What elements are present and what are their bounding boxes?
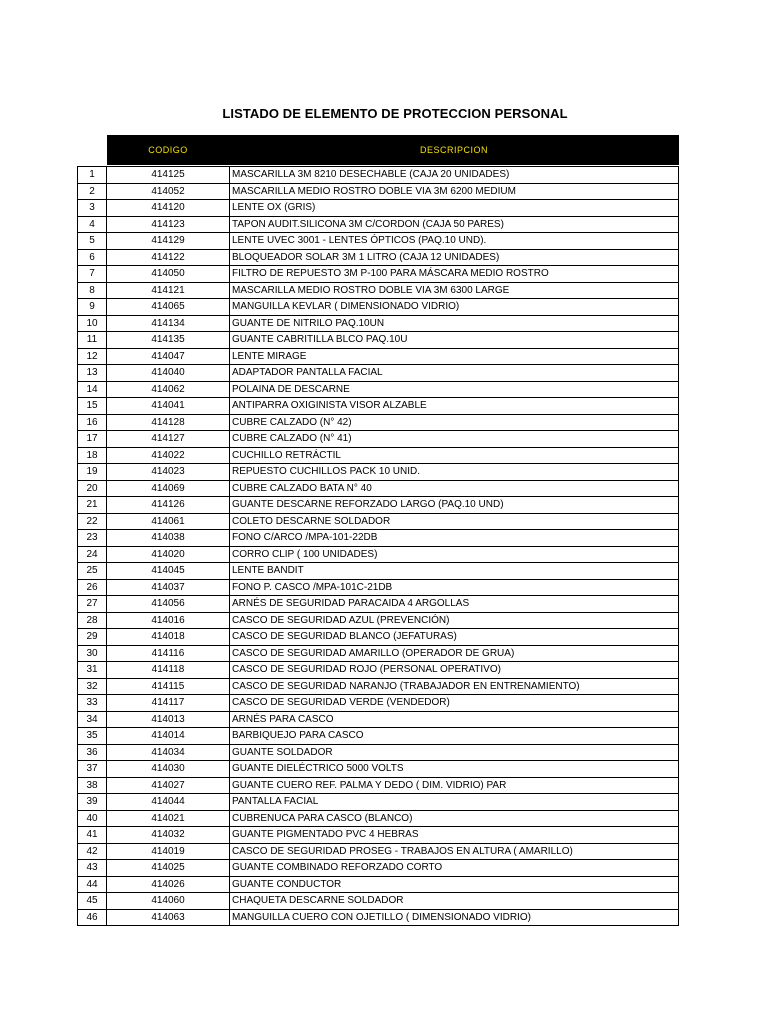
- item-description: MASCARILLA MEDIO ROSTRO DOBLE VIA 3M 6300 LARGE: [230, 282, 679, 299]
- row-number: 39: [78, 794, 107, 811]
- table-row: [78, 662, 679, 679]
- row-number: 41: [78, 827, 107, 844]
- table-row: [78, 563, 679, 580]
- item-description: CASCO DE SEGURIDAD AMARILLO (OPERADOR DE GRUA): [230, 645, 679, 662]
- row-number: 34: [78, 711, 107, 728]
- table-row: [78, 513, 679, 530]
- item-code: 414122: [107, 249, 230, 266]
- item-description: MANGUILLA KEVLAR ( DIMENSIONADO VIDRIO): [230, 299, 679, 316]
- table-row: [78, 744, 679, 761]
- table-row: [78, 860, 679, 877]
- item-description: MASCARILLA 3M 8210 DESECHABLE (CAJA 20 UNIDADES): [230, 167, 679, 184]
- table-row: [78, 266, 679, 283]
- row-number: 12: [78, 348, 107, 365]
- row-number: 4: [78, 216, 107, 233]
- table-row: [78, 365, 679, 382]
- item-code: 414052: [107, 183, 230, 200]
- item-description: ANTIPARRA OXIGINISTA VISOR ALZABLE: [230, 398, 679, 415]
- item-description: MANGUILLA CUERO CON OJETILLO ( DIMENSIONADO VIDRIO): [230, 909, 679, 926]
- table-row: [78, 645, 679, 662]
- row-number: 27: [78, 596, 107, 613]
- item-description: ADAPTADOR PANTALLA FACIAL: [230, 365, 679, 382]
- row-number: 16: [78, 414, 107, 431]
- item-description: CUBRE CALZADO (N° 41): [230, 431, 679, 448]
- row-number: 7: [78, 266, 107, 283]
- item-description: GUANTE PIGMENTADO PVC 4 HEBRAS: [230, 827, 679, 844]
- table-row: [78, 695, 679, 712]
- item-code: 414069: [107, 480, 230, 497]
- table-row: [78, 233, 679, 250]
- row-number: 13: [78, 365, 107, 382]
- row-number: 17: [78, 431, 107, 448]
- item-description: REPUESTO CUCHILLOS PACK 10 UNID.: [230, 464, 679, 481]
- item-description: CASCO DE SEGURIDAD PROSEG - TRABAJOS EN ALTURA ( AMARILLO): [230, 843, 679, 860]
- item-code: 414027: [107, 777, 230, 794]
- item-code: 414045: [107, 563, 230, 580]
- row-number: 15: [78, 398, 107, 415]
- row-number: 35: [78, 728, 107, 745]
- item-description: LENTE OX (GRIS): [230, 200, 679, 217]
- item-description: LENTE MIRAGE: [230, 348, 679, 365]
- row-number: 32: [78, 678, 107, 695]
- row-number: 44: [78, 876, 107, 893]
- table-row: [78, 761, 679, 778]
- row-number: 9: [78, 299, 107, 316]
- row-number: 2: [78, 183, 107, 200]
- item-code: 414125: [107, 167, 230, 184]
- row-number: 26: [78, 579, 107, 596]
- item-description: CASCO DE SEGURIDAD VERDE (VENDEDOR): [230, 695, 679, 712]
- row-number: 8: [78, 282, 107, 299]
- item-description: MASCARILLA MEDIO ROSTRO DOBLE VIA 3M 6200 MEDIUM: [230, 183, 679, 200]
- table-row: [78, 348, 679, 365]
- table-row: [78, 629, 679, 646]
- row-number: 24: [78, 546, 107, 563]
- table-row: [78, 827, 679, 844]
- item-description: ARNÉS DE SEGURIDAD PARACAIDA 4 ARGOLLAS: [230, 596, 679, 613]
- item-code: 414044: [107, 794, 230, 811]
- item-code: 414016: [107, 612, 230, 629]
- row-number: 46: [78, 909, 107, 926]
- item-description: LENTE UVEC 3001 - LENTES ÓPTICOS (PAQ.10 UND).: [230, 233, 679, 250]
- row-number: 30: [78, 645, 107, 662]
- row-number: 45: [78, 893, 107, 910]
- table-row: [78, 249, 679, 266]
- table-row: [78, 398, 679, 415]
- item-code: 414013: [107, 711, 230, 728]
- item-description: FONO C/ARCO /MPA-101-22DB: [230, 530, 679, 547]
- row-number: 11: [78, 332, 107, 349]
- item-code: 414025: [107, 860, 230, 877]
- item-code: 414023: [107, 464, 230, 481]
- item-code: 414040: [107, 365, 230, 382]
- item-code: 414062: [107, 381, 230, 398]
- table-row: [78, 167, 679, 184]
- row-number: 31: [78, 662, 107, 679]
- item-description: TAPON AUDIT.SILICONA 3M C/CORDON (CAJA 50 PARES): [230, 216, 679, 233]
- item-code: 414056: [107, 596, 230, 613]
- ppe-table: [77, 135, 679, 926]
- table-row: [78, 612, 679, 629]
- row-number: 28: [78, 612, 107, 629]
- row-number: 18: [78, 447, 107, 464]
- table-row: [78, 711, 679, 728]
- table-row: [78, 282, 679, 299]
- row-number: 1: [78, 167, 107, 184]
- item-code: 414026: [107, 876, 230, 893]
- item-code: 414032: [107, 827, 230, 844]
- item-code: 414126: [107, 497, 230, 514]
- table-row: [78, 546, 679, 563]
- item-code: 414128: [107, 414, 230, 431]
- item-code: 414022: [107, 447, 230, 464]
- row-number: 21: [78, 497, 107, 514]
- item-description: CUBRE CALZADO BATA N° 40: [230, 480, 679, 497]
- item-code: 414127: [107, 431, 230, 448]
- item-code: 414115: [107, 678, 230, 695]
- item-code: 414038: [107, 530, 230, 547]
- item-code: 414134: [107, 315, 230, 332]
- item-description: CASCO DE SEGURIDAD AZUL (PREVENCIÓN): [230, 612, 679, 629]
- item-code: 414065: [107, 299, 230, 316]
- item-description: BARBIQUEJO PARA CASCO: [230, 728, 679, 745]
- table-row: [78, 596, 679, 613]
- row-number: 42: [78, 843, 107, 860]
- item-description: CHAQUETA DESCARNE SOLDADOR: [230, 893, 679, 910]
- item-description: COLETO DESCARNE SOLDADOR: [230, 513, 679, 530]
- item-description: CASCO DE SEGURIDAD ROJO (PERSONAL OPERATIVO): [230, 662, 679, 679]
- row-number: 22: [78, 513, 107, 530]
- row-number: 3: [78, 200, 107, 217]
- item-code: 414034: [107, 744, 230, 761]
- item-code: 414061: [107, 513, 230, 530]
- row-number: 25: [78, 563, 107, 580]
- item-description: GUANTE SOLDADOR: [230, 744, 679, 761]
- table-row: [78, 893, 679, 910]
- table-row: [78, 464, 679, 481]
- header-code: CODIGO: [107, 135, 230, 165]
- item-code: 414041: [107, 398, 230, 415]
- item-description: CUBRENUCA PARA CASCO (BLANCO): [230, 810, 679, 827]
- row-number: 6: [78, 249, 107, 266]
- item-code: 414135: [107, 332, 230, 349]
- page-title: LISTADO DE ELEMENTO DE PROTECCION PERSONAL: [222, 106, 568, 121]
- table-row: [78, 332, 679, 349]
- row-number: 38: [78, 777, 107, 794]
- item-description: GUANTE CONDUCTOR: [230, 876, 679, 893]
- item-description: GUANTE COMBINADO REFORZADO CORTO: [230, 860, 679, 877]
- item-code: 414014: [107, 728, 230, 745]
- table-row: [78, 777, 679, 794]
- item-description: CORRO CLIP ( 100 UNIDADES): [230, 546, 679, 563]
- item-code: 414123: [107, 216, 230, 233]
- item-description: LENTE BANDIT: [230, 563, 679, 580]
- row-number: 40: [78, 810, 107, 827]
- item-description: FONO P. CASCO /MPA-101C-21DB: [230, 579, 679, 596]
- row-number: 29: [78, 629, 107, 646]
- row-number: 19: [78, 464, 107, 481]
- item-description: PANTALLA FACIAL: [230, 794, 679, 811]
- item-description: FILTRO DE REPUESTO 3M P-100 PARA MÁSCARA MEDIO ROSTRO: [230, 266, 679, 283]
- header-number: [78, 135, 107, 165]
- item-code: 414020: [107, 546, 230, 563]
- item-code: 414050: [107, 266, 230, 283]
- item-description: CASCO DE SEGURIDAD NARANJO (TRABAJADOR EN ENTRENAMIENTO): [230, 678, 679, 695]
- item-code: 414018: [107, 629, 230, 646]
- item-code: 414047: [107, 348, 230, 365]
- item-description: ARNÉS PARA CASCO: [230, 711, 679, 728]
- table-row: [78, 728, 679, 745]
- item-code: 414120: [107, 200, 230, 217]
- table-row: [78, 810, 679, 827]
- item-code: 414060: [107, 893, 230, 910]
- table-row: [78, 431, 679, 448]
- table-row: [78, 381, 679, 398]
- item-code: 414116: [107, 645, 230, 662]
- item-description: CUBRE CALZADO (N° 42): [230, 414, 679, 431]
- table-row: [78, 315, 679, 332]
- item-code: 414021: [107, 810, 230, 827]
- item-code: 414117: [107, 695, 230, 712]
- item-description: GUANTE CABRITILLA BLCO PAQ.10U: [230, 332, 679, 349]
- table-row: [78, 876, 679, 893]
- row-number: 20: [78, 480, 107, 497]
- table-row: [78, 497, 679, 514]
- header-description: DESCRIPCION: [230, 135, 679, 165]
- table-row: [78, 299, 679, 316]
- item-code: 414063: [107, 909, 230, 926]
- item-description: GUANTE DIELÉCTRICO 5000 VOLTS: [230, 761, 679, 778]
- row-number: 43: [78, 860, 107, 877]
- table-row: [78, 794, 679, 811]
- row-number: 14: [78, 381, 107, 398]
- table-row: [78, 200, 679, 217]
- row-number: 23: [78, 530, 107, 547]
- table-row: [78, 579, 679, 596]
- table-row: [78, 678, 679, 695]
- table-row: [78, 909, 679, 926]
- item-description: POLAINA DE DESCARNE: [230, 381, 679, 398]
- item-description: BLOQUEADOR SOLAR 3M 1 LITRO (CAJA 12 UNIDADES): [230, 249, 679, 266]
- item-description: GUANTE DESCARNE REFORZADO LARGO (PAQ.10 UND): [230, 497, 679, 514]
- row-number: 33: [78, 695, 107, 712]
- item-description: CASCO DE SEGURIDAD BLANCO (JEFATURAS): [230, 629, 679, 646]
- table-row: [78, 480, 679, 497]
- row-number: 5: [78, 233, 107, 250]
- table-row: [78, 183, 679, 200]
- item-code: 414118: [107, 662, 230, 679]
- item-description: CUCHILLO RETRÁCTIL: [230, 447, 679, 464]
- item-description: GUANTE DE NITRILO PAQ.10UN: [230, 315, 679, 332]
- table-row: [78, 530, 679, 547]
- table-row: [78, 216, 679, 233]
- row-number: 36: [78, 744, 107, 761]
- table-row: [78, 447, 679, 464]
- table-body: [78, 167, 679, 926]
- table-row: [78, 843, 679, 860]
- item-description: GUANTE CUERO REF. PALMA Y DEDO ( DIM. VIDRIO) PAR: [230, 777, 679, 794]
- item-code: 414019: [107, 843, 230, 860]
- item-code: 414037: [107, 579, 230, 596]
- row-number: 37: [78, 761, 107, 778]
- table-header-row: [78, 135, 679, 165]
- item-code: 414030: [107, 761, 230, 778]
- row-number: 10: [78, 315, 107, 332]
- item-code: 414129: [107, 233, 230, 250]
- table-row: [78, 414, 679, 431]
- item-code: 414121: [107, 282, 230, 299]
